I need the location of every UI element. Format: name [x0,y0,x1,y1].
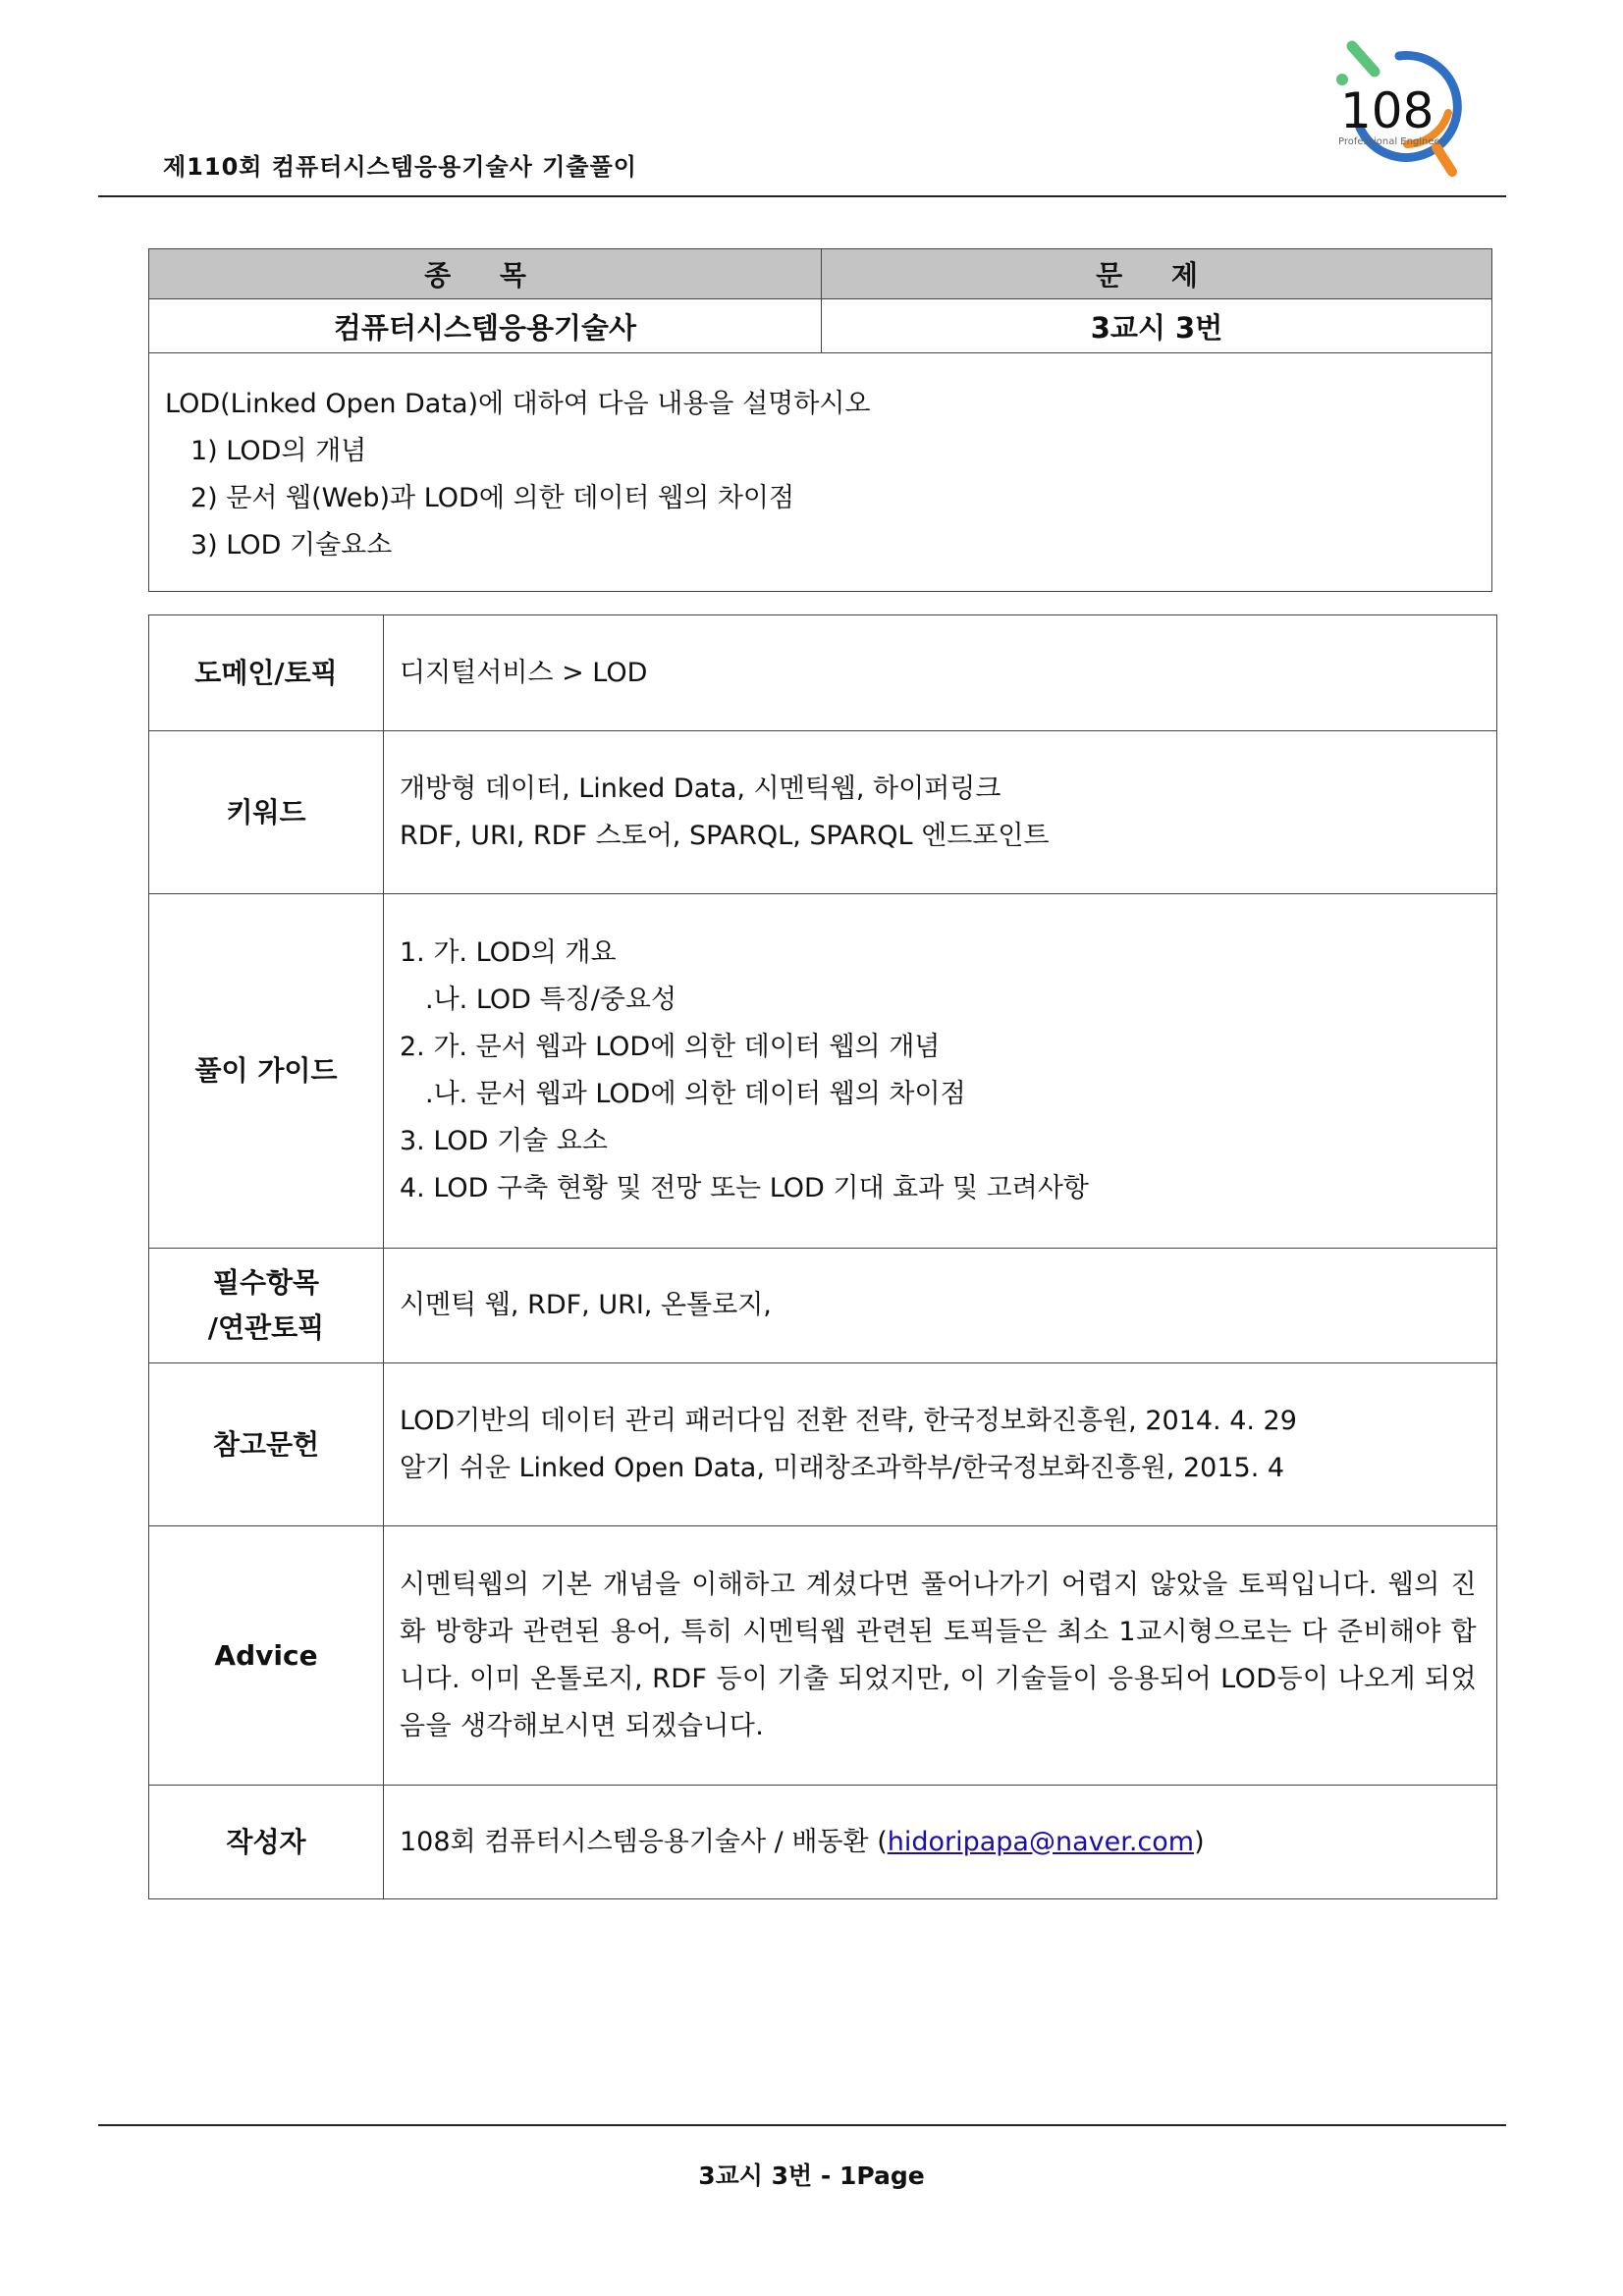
ref-line: LOD기반의 데이터 관리 패러다임 전환 전략, 한국정보화진흥원, 2014. 4. 29 [400,1405,1297,1436]
keyword-line: RDF, URI, RDF 스토어, SPARQL, SPARQL 엔드포인트 [400,820,1050,851]
page-header-title: 제110회 컴퓨터시스템응용기술사 기출풀이 [163,153,637,181]
guide-line: 3. LOD 기술 요소 [400,1126,608,1156]
question-item-1: 1) LOD의 개념 [190,436,367,466]
keyword-value [384,731,1497,894]
logo-caption: Professional Engineer [1338,136,1444,147]
author-label: 작성자 [149,1786,384,1899]
author-name: 108회 컴퓨터시스템응용기술사 / 배동환 ( [400,1826,888,1857]
problem-number: 3교시 3번 [822,299,1492,353]
keyword-label: 키워드 [149,731,384,894]
ref-line: 알기 쉬운 Linked Open Data, 미래창조과학부/한국정보화진흥원, 2015. 4 [400,1452,1285,1483]
domain-value: 디지털서비스 > LOD [384,615,1497,731]
logo-dash-green [1352,46,1375,72]
guide-line: 2. 가. 문서 웹과 LOD에 의한 데이터 웹의 개념 [400,1032,941,1062]
row-domain [149,615,1497,731]
author-email-link[interactable]: hidoripapa@naver.com [887,1826,1195,1857]
required-label [149,1249,384,1363]
required-label-line: /연관토픽 [207,1311,325,1344]
info-table [148,614,1497,1899]
footer-rule [98,2124,1506,2126]
row-author [149,1786,1497,1899]
row-guide [149,894,1497,1249]
question-body [149,353,1492,592]
advice-value: 시멘틱웹의 기본 개념을 이해하고 계셨다면 풀어나가기 어렵지 않았을 토픽입니다. 웹의 진화 방향과 관련된 용어, 특히 시멘틱웹 관련된 토픽들은 최소 1교시형으로는 다 준비해야 합니다. 이미 온톨로지, RDF 등이 기출 되었지만, 이 기술들이 응용되어 LOD등이 나오게 되었음을 생각해보시면 되겠습니다. [384,1526,1497,1786]
question-text: LOD(Linked Open Data)에 대하여 다음 내용을 설명하시오 [165,389,871,419]
guide-label: 풀이 가이드 [149,894,384,1249]
guide-value [384,894,1497,1249]
question-table [148,248,1492,592]
subject-value: 컴퓨터시스템응용기술사 [149,299,822,353]
guide-line: .나. LOD 특징/중요성 [425,985,677,1015]
header-rule [98,195,1506,197]
row-keywords [149,731,1497,894]
head-subject-label: 종 목 [149,249,822,299]
row-required [149,1249,1497,1363]
guide-line: .나. 문서 웹과 LOD에 의한 데이터 웹의 차이점 [425,1079,966,1109]
head-problem-label: 문 제 [822,249,1492,299]
ref-value [384,1363,1497,1526]
logo-number: 108 [1340,82,1434,139]
keyword-line: 개방형 데이터, Linked Data, 시멘틱웹, 하이퍼링크 [400,773,1001,804]
guide-line: 1. 가. LOD의 개요 [400,937,617,968]
row-references [149,1363,1497,1526]
required-label-line: 필수항목 [212,1266,320,1299]
question-item-3: 3) LOD 기술요소 [190,530,393,561]
ref-label: 참고문헌 [149,1363,384,1526]
guide-line: 4. LOD 구축 현황 및 전망 또는 LOD 기대 효과 및 고려사항 [400,1173,1089,1203]
author-close-paren: ) [1194,1826,1205,1857]
author-value [384,1786,1497,1899]
pe-108-logo [1330,34,1478,182]
row-advice [149,1526,1497,1786]
advice-label: Advice [149,1526,384,1786]
logo-dash-orange [1436,147,1452,172]
required-value: 시멘틱 웹, RDF, URI, 온톨로지, [384,1249,1497,1363]
page-footer: 3교시 3번 - 1Page [698,2162,925,2190]
question-item-2: 2) 문서 웹(Web)과 LOD에 의한 데이터 웹의 차이점 [190,483,795,513]
domain-label: 도메인/토픽 [149,615,384,731]
